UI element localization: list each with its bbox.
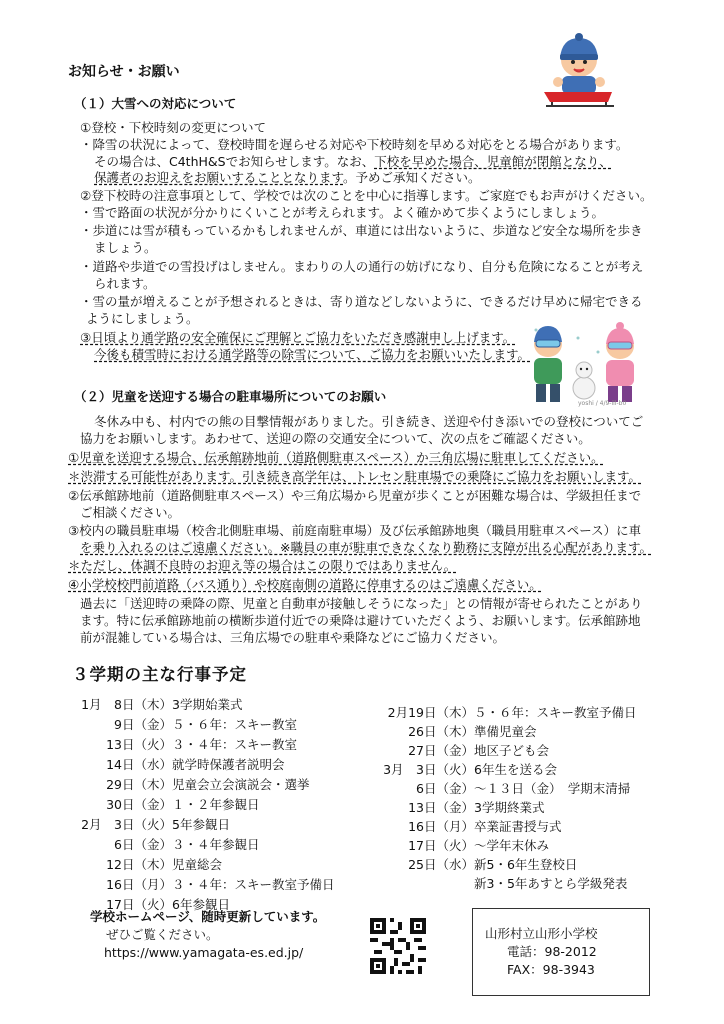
s1-p2-bullet4a: ・雪の量が増えることが予想されるときは、寄り道などしないように、できるだけ早めに帰宅できる [80, 294, 643, 309]
s2-item4c: 前が混雑している場合は、三角広場での駐車や乗降などにご協力ください。 [80, 630, 506, 645]
s1-p1-line1: ・降雪の状況によって、登校時間を遅らせる対応や下校時刻を早める対応をとる場合があります。 [80, 137, 629, 152]
s2-item1: ①児童を送迎する場合、伝承館跡地前（道路側駐車スペース）か三角広場に駐車してください。 [68, 450, 604, 465]
schedule-row: 29日（木）児童会立会演説会・選挙 [106, 777, 310, 792]
schedule-row: 2月 3日（火）5年参観日 [81, 817, 230, 832]
s2-item4: ④小学校校門前道路（バス通り）や校庭南側の道路に停車するのはご遠慮ください。 [68, 577, 542, 592]
s2-item3a: ③校内の職員駐車場（校舎北側駐車場、前庭南駐車場）及び伝承館跡地奥（職員用駐車スペース）に車 [68, 523, 642, 538]
s2-intro1: 冬休み中も、村内での熊の目撃情報がありました。引き続き、送迎や付き添いでの登校についてご [94, 414, 644, 429]
schedule-row: 6日（金）３・４年参観日 [114, 837, 260, 852]
schedule-row: 26日（木）準備児童会 [408, 724, 537, 739]
s1-p3-line2: 今後も積雪時における通学路等の除雪について、ご協力をお願いいたします。 [94, 347, 531, 362]
s1-p2-bullet3a: ・道路や歩道での雪投げはしません。まわりの人の通行の妨げになり、自分も危険になることが考え [80, 259, 644, 274]
notice-title: お知らせ・お願い [68, 64, 180, 80]
s1-p1-line2: その場合は、C4thH&Sでお知らせします。なお、下校を早めた場合、児童館が閉館となり、 [94, 154, 612, 169]
homepage-subtitle: ぜひご覧ください。 [106, 927, 219, 942]
s1-p1-line3: 保護者のお迎えをお願いすることとなります。予めご承知ください。 [94, 170, 481, 185]
s2-item2a: ②伝承館跡地前（道路側駐車スペース）や三角広場から児童が歩くことが困難な場合は、学級担任まで [68, 488, 642, 503]
s2-item4b: ます。特に伝承館跡地前の横断歩道付近での乗降は避けていただくよう、お願いします。伝承館跡地 [80, 613, 641, 628]
s1-p2-bullet2b: ましょう。 [94, 240, 157, 255]
school-info-box [472, 908, 650, 996]
s1-p2-bullet1: ・雪で路面の状況が分かりにくいことが考えられます。よく確かめて歩くようにしましょう。 [80, 205, 605, 220]
schedule-row: 17日（火）6年参観日 [106, 897, 230, 912]
s1-p2-bullet2a: ・歩道には雪が積もっているかもしれませんが、車道には出ないように、歩道など安全な場所を歩き [80, 223, 643, 238]
s1-p1-title: ①登校・下校時刻の変更について [80, 120, 266, 135]
school-name: 山形村立山形小学校 [485, 926, 598, 941]
s1-p2-bullet4b: ようにしましょう。 [86, 311, 199, 326]
s2-item3-note: ＊ただし、体調不良時のお迎え等の場合はこの限りではありません。 [68, 558, 457, 573]
schedule-row: 1月 8日（木）3学期始業式 [81, 697, 243, 712]
schedule-row: 16日（月）卒業証書授与式 [408, 819, 562, 834]
schedule-row: 14日（水）就学時保護者説明会 [106, 757, 285, 772]
school-fax: FAX：98-3943 [507, 962, 595, 977]
sled-child-illustration [536, 30, 622, 116]
schedule-row: 17日（火）～学年末休み [408, 838, 550, 853]
schedule-row: 新3・5年あすとら学級発表 [474, 876, 628, 891]
schedule-row: 6日（金）～１３日（金） 学期末清掃 [416, 781, 631, 796]
illustration-credit: yoshi / 4/9-ill-b0 [578, 400, 627, 407]
s2-item1-note: ＊渋滞する可能性があります。引き続き高学年は、トレセン駐車場での乗降にご協力をお願いします。 [68, 469, 642, 484]
section2-title: （２）児童を送迎する場合の駐車場所についてのお願い [74, 389, 387, 404]
schedule-row: 30日（金）１・２年参観日 [106, 797, 260, 812]
schedule-row: 13日（火）３・４年：スキー教室 [106, 737, 298, 752]
schedule-row: 2月19日（木）５・６年：スキー教室予備日 [387, 705, 637, 720]
s1-p2-bullet3b: られます。 [94, 276, 156, 291]
schedule-row: 16日（月）３・４年：スキー教室予備日 [106, 877, 335, 892]
section1-title: （１）大雪への対応について [74, 96, 237, 111]
s2-intro2: 協力をお願いします。あわせて、送迎の際の交通安全について、次の点をご確認ください。 [80, 431, 591, 446]
schedule-row: 25日（水）新5・6年生登校日 [408, 857, 578, 872]
qr-code-icon [370, 918, 426, 974]
s2-item2b: ご相談ください。 [80, 505, 181, 520]
s1-p2-title: ②登下校時の注意事項として、学校では次のことを中心に指導します。ご家庭でもお声がけください。 [80, 188, 653, 203]
schedule-row: 13日（金）3学期終業式 [408, 800, 545, 815]
school-phone: 電話：98-2012 [507, 944, 597, 959]
schedule-row: 3月 3日（火）6年生を送る会 [383, 762, 557, 777]
schedule-row: 12日（木）児童総会 [106, 857, 223, 872]
schedule-row: 9日（金）５・６年：スキー教室 [114, 717, 298, 732]
s1-p3-line1: ③日頃より通学路の安全確保にご理解とご協力をいただき感謝申し上げます。 [80, 330, 516, 345]
schedule-row: 27日（金）地区子ども会 [408, 743, 550, 758]
s2-item3b: を乗り入れるのはご遠慮ください。※職員の車が駐車できなくなり勤務に支障が出る心配があります。 [80, 540, 652, 555]
s2-item4a: 過去に「送迎時の乗降の際、児童と自動車が接触しそうになった」との情報が寄せられたことがあり [80, 596, 643, 611]
homepage-title: 学校ホームページ、随時更新しています。 [90, 909, 326, 924]
schedule-title: ３学期の主な行事予定 [72, 665, 247, 684]
homepage-url[interactable]: https://www.yamagata-es.ed.jp/ [104, 945, 304, 960]
